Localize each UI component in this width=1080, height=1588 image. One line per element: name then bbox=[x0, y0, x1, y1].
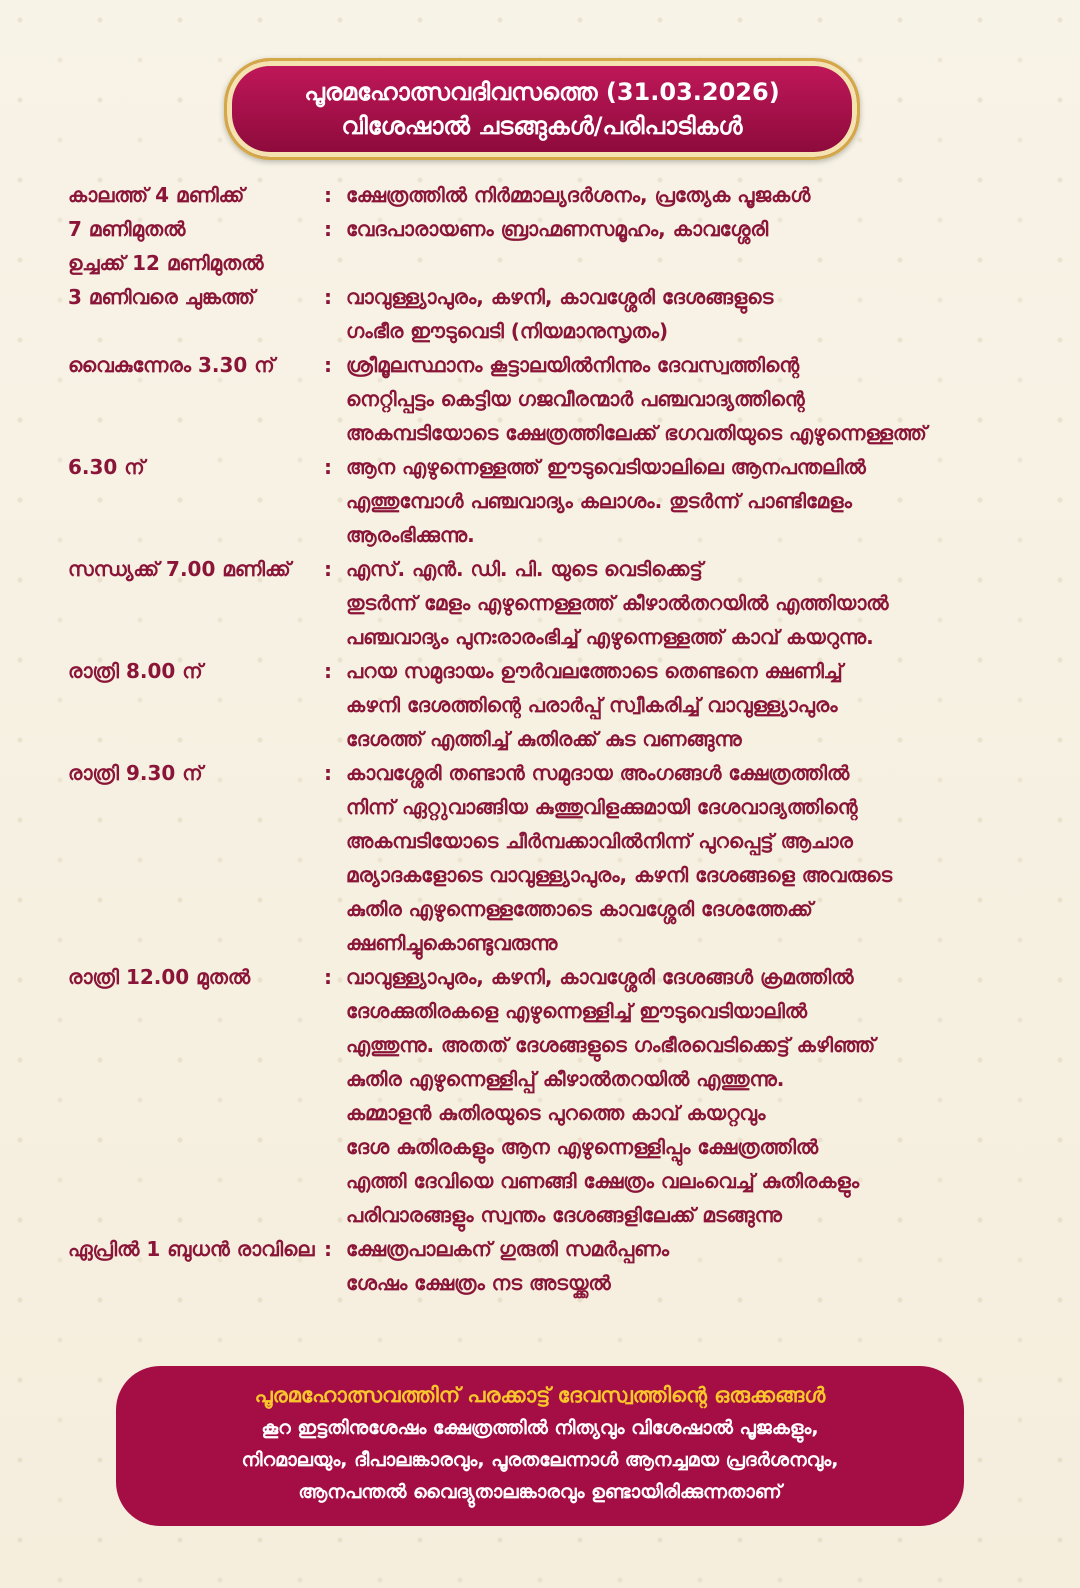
schedule-time: രാത്രി 9.30 ന് bbox=[68, 761, 203, 785]
schedule-row bbox=[68, 756, 1028, 960]
schedule-description bbox=[346, 756, 1028, 960]
schedule-separator: : bbox=[324, 217, 332, 241]
footer-line: ആനപന്തൽ വൈദ്യുതാലങ്കാരവും ഉണ്ടായിരിക്കുന്നതാണ് bbox=[298, 1481, 782, 1503]
schedule-description-line: ക്ഷേത്രപാലകന് ഗുരുതി സമർപ്പണം bbox=[346, 1237, 670, 1261]
schedule-row bbox=[68, 450, 1028, 552]
schedule-row bbox=[68, 1232, 1028, 1300]
schedule-description-line: കമ്മാളൻ കുതിരയുടെ പുറത്തെ കാവ് കയറ്റവും bbox=[346, 1101, 766, 1125]
schedule-row bbox=[68, 280, 1028, 348]
schedule-description bbox=[346, 654, 1028, 756]
schedule-description-line: കുതിര എഴുന്നെള്ളത്തോടെ കാവശ്ശേരി ദേശത്തേക്ക് bbox=[346, 897, 813, 921]
schedule-separator: : bbox=[324, 557, 332, 581]
schedule-description-line: എത്തി ദേവിയെ വണങ്ങി ക്ഷേത്രം വലംവെച്ച് കുതിരകളും bbox=[346, 1169, 860, 1193]
schedule-description-line: മര്യാദകളോടെ വാവുള്ള്യാപുരം, കഴനി ദേശങ്ങളെ അവരുടെ bbox=[346, 863, 893, 887]
schedule-separator: : bbox=[324, 1237, 332, 1261]
schedule-description bbox=[346, 348, 1028, 450]
schedule-description bbox=[346, 280, 1028, 348]
footer-line: നിറമാലയും, ദീപാലങ്കാരവും, പൂരതലേന്നാൾ ആനച്ചമയ പ്രദർശനവും, bbox=[241, 1449, 839, 1471]
schedule-description-line: കഴനി ദേശത്തിന്റെ പരാർപ്പ് സ്വീകരിച്ച് വാവുള്ള്യാപുരം bbox=[346, 693, 838, 717]
schedule-description-line: എസ്. എൻ. ഡി. പി. യുടെ വെടിക്കെട്ട് bbox=[346, 557, 703, 581]
schedule-separator: : bbox=[324, 659, 332, 683]
schedule-description-line: ക്ഷണിച്ചുകൊണ്ടുവരുന്നു bbox=[346, 931, 558, 955]
schedule-separator: : bbox=[324, 761, 332, 785]
footer-box bbox=[116, 1366, 964, 1526]
schedule-time: കാലത്ത് 4 മണിക്ക് bbox=[68, 183, 245, 207]
schedule-description-line: എത്തുമ്പോൾ പഞ്ചവാദ്യം കലാശം. തുടർന്ന് പാണ്ടിമേളം bbox=[346, 489, 852, 513]
schedule-description-line: പറയ സമുദായം ഊർവലത്തോടെ തെണ്ടനെ ക്ഷണിച്ച് bbox=[346, 659, 843, 683]
schedule-row bbox=[68, 348, 1028, 450]
schedule-description bbox=[346, 212, 1028, 246]
schedule-description-line: അകമ്പടിയോടെ ക്ഷേത്രത്തിലേക്ക് ഭഗവതിയുടെ എഴുന്നെള്ളത്ത് bbox=[346, 421, 927, 445]
schedule-description-line: നിന്ന് ഏറ്റുവാങ്ങിയ കുത്തുവിളക്കുമായി ദേശവാദ്യത്തിന്റെ bbox=[346, 795, 858, 819]
schedule-description-line: തുടർന്ന് മേളം എഴുന്നെള്ളത്ത് കീഴാൽതറയിൽ എത്തിയാൽ bbox=[346, 591, 889, 615]
schedule-time: രാത്രി 12.00 മുതൽ bbox=[68, 965, 251, 989]
schedule-time: വൈകുന്നേരം 3.30 ന് bbox=[68, 353, 275, 377]
schedule-separator: : bbox=[324, 353, 332, 377]
schedule-separator: : bbox=[324, 285, 332, 309]
schedule-description-line: കാവശ്ശേരി തണ്ടാൻ സമുദായ അംഗങ്ങൾ ക്ഷേത്രത്തിൽ bbox=[346, 761, 850, 785]
schedule-description-line: ദേശക്കുതിരകളെ എഴുന്നെള്ളിച്ച് ഈടുവെടിയാലിൽ bbox=[346, 999, 808, 1023]
banner-title-line1: പൂരമഹോത്സവദിവസത്തെ (31.03.2026) bbox=[304, 78, 780, 106]
schedule-list bbox=[68, 178, 1028, 1300]
schedule-description-line: കുതിര എഴുന്നെള്ളിപ്പ് കീഴാൽതറയിൽ എത്തുന്നു. bbox=[346, 1067, 785, 1091]
schedule-description bbox=[346, 450, 1028, 552]
schedule-description bbox=[346, 552, 1028, 654]
schedule-description-line: ശ്രീമൂലസ്ഥാനം കൂട്ടാലയിൽനിന്നും ദേവസ്വത്തിന്റെ bbox=[346, 353, 800, 377]
schedule-time: സന്ധ്യക്ക് 7.00 മണിക്ക് bbox=[68, 557, 291, 581]
schedule-row bbox=[68, 960, 1028, 1232]
schedule-row bbox=[68, 654, 1028, 756]
schedule-description-line: അകമ്പടിയോടെ ചീർമ്പക്കാവിൽനിന്ന് പുറപ്പെട്ട് ആചാര bbox=[346, 829, 853, 853]
schedule-description bbox=[346, 178, 1028, 212]
schedule-description-line: നെറ്റിപ്പട്ടം കെട്ടിയ ഗജവീരന്മാർ പഞ്ചവാദ്യത്തിന്റെ bbox=[346, 387, 805, 411]
schedule-description-line: പഞ്ചവാദ്യം പുനഃരാരംഭിച്ച് എഴുന്നെള്ളത്ത് കാവ് കയറുന്നു. bbox=[346, 625, 874, 649]
schedule-description-line: വേദപാരായണം ബ്രാഹ്മണസമൂഹം, കാവശ്ശേരി bbox=[346, 217, 769, 241]
schedule-description-line: പരിവാരങ്ങളും സ്വന്തം ദേശങ്ങളിലേക്ക് മടങ്ങുന്നു bbox=[346, 1203, 782, 1227]
schedule-description-line: ഗംഭീര ഈടുവെടി (നിയമാനുസൃതം) bbox=[346, 319, 669, 343]
schedule-row bbox=[68, 178, 1028, 212]
schedule-description-line: ക്ഷേത്രത്തിൽ നിർമ്മാല്യദർശനം, പ്രത്യേക പൂജകൾ bbox=[346, 183, 811, 207]
schedule-time: 3 മണിവരെ ചുങ്കത്ത് bbox=[68, 285, 255, 309]
schedule-time: രാത്രി 8.00 ന് bbox=[68, 659, 203, 683]
schedule-description-line: ശേഷം ക്ഷേത്രം നട അടയ്ക്കൽ bbox=[346, 1271, 611, 1295]
schedule-description-line: എത്തുന്നു. അതത് ദേശങ്ങളുടെ ഗംഭീരവെടിക്കെട്ട് കഴിഞ്ഞ് bbox=[346, 1033, 876, 1057]
schedule-time: 6.30 ന് bbox=[68, 455, 145, 479]
schedule-separator: : bbox=[324, 965, 332, 989]
schedule-time: ഏപ്രിൽ 1 ബുധൻ രാവിലെ bbox=[68, 1237, 315, 1261]
title-banner bbox=[224, 58, 860, 160]
schedule-separator: : bbox=[324, 183, 332, 207]
footer-title: പൂരമഹോത്സവത്തിന് പരക്കാട്ട് ദേവസ്വത്തിന്റെ ഒരുക്കങ്ങൾ bbox=[254, 1383, 826, 1407]
schedule-separator: : bbox=[324, 455, 332, 479]
banner-title-line2: വിശേഷാൽ ചടങ്ങുകൾ/പരിപാടികൾ bbox=[341, 112, 743, 140]
schedule-description-line: ആരംഭിക്കുന്നു. bbox=[346, 523, 475, 547]
schedule-description bbox=[346, 960, 1028, 1232]
schedule-time: 7 മണിമുതൽ bbox=[68, 217, 186, 241]
schedule-row bbox=[68, 246, 1028, 280]
schedule-description-line: ആന എഴുന്നെള്ളത്ത് ഈടുവെടിയാലിലെ ആനപന്തലിൽ bbox=[346, 455, 866, 479]
schedule-description-line: ദേശ കുതിരകളും ആന എഴുന്നെള്ളിപ്പും ക്ഷേത്രത്തിൽ bbox=[346, 1135, 819, 1159]
footer-line: കൂറ ഇട്ടതിനുശേഷം ക്ഷേത്രത്തിൽ നിത്യവും വിശേഷാൽ പൂജകളും, bbox=[261, 1417, 819, 1439]
schedule-description bbox=[346, 1232, 1028, 1300]
schedule-description-line: വാവുള്ള്യാപുരം, കഴനി, കാവശ്ശേരി ദേശങ്ങളുടെ bbox=[346, 285, 774, 309]
schedule-description-line: ദേശത്ത് എത്തിച്ച് കുതിരക്ക് കുട വണങ്ങുന്നു bbox=[346, 727, 742, 751]
schedule-row bbox=[68, 212, 1028, 246]
schedule-row bbox=[68, 552, 1028, 654]
schedule-description-line: വാവുള്ള്യാപുരം, കഴനി, കാവശ്ശേരി ദേശങ്ങൾ ക്രമത്തിൽ bbox=[346, 965, 854, 989]
schedule-time: ഉച്ചക്ക് 12 മണിമുതൽ bbox=[68, 251, 264, 275]
